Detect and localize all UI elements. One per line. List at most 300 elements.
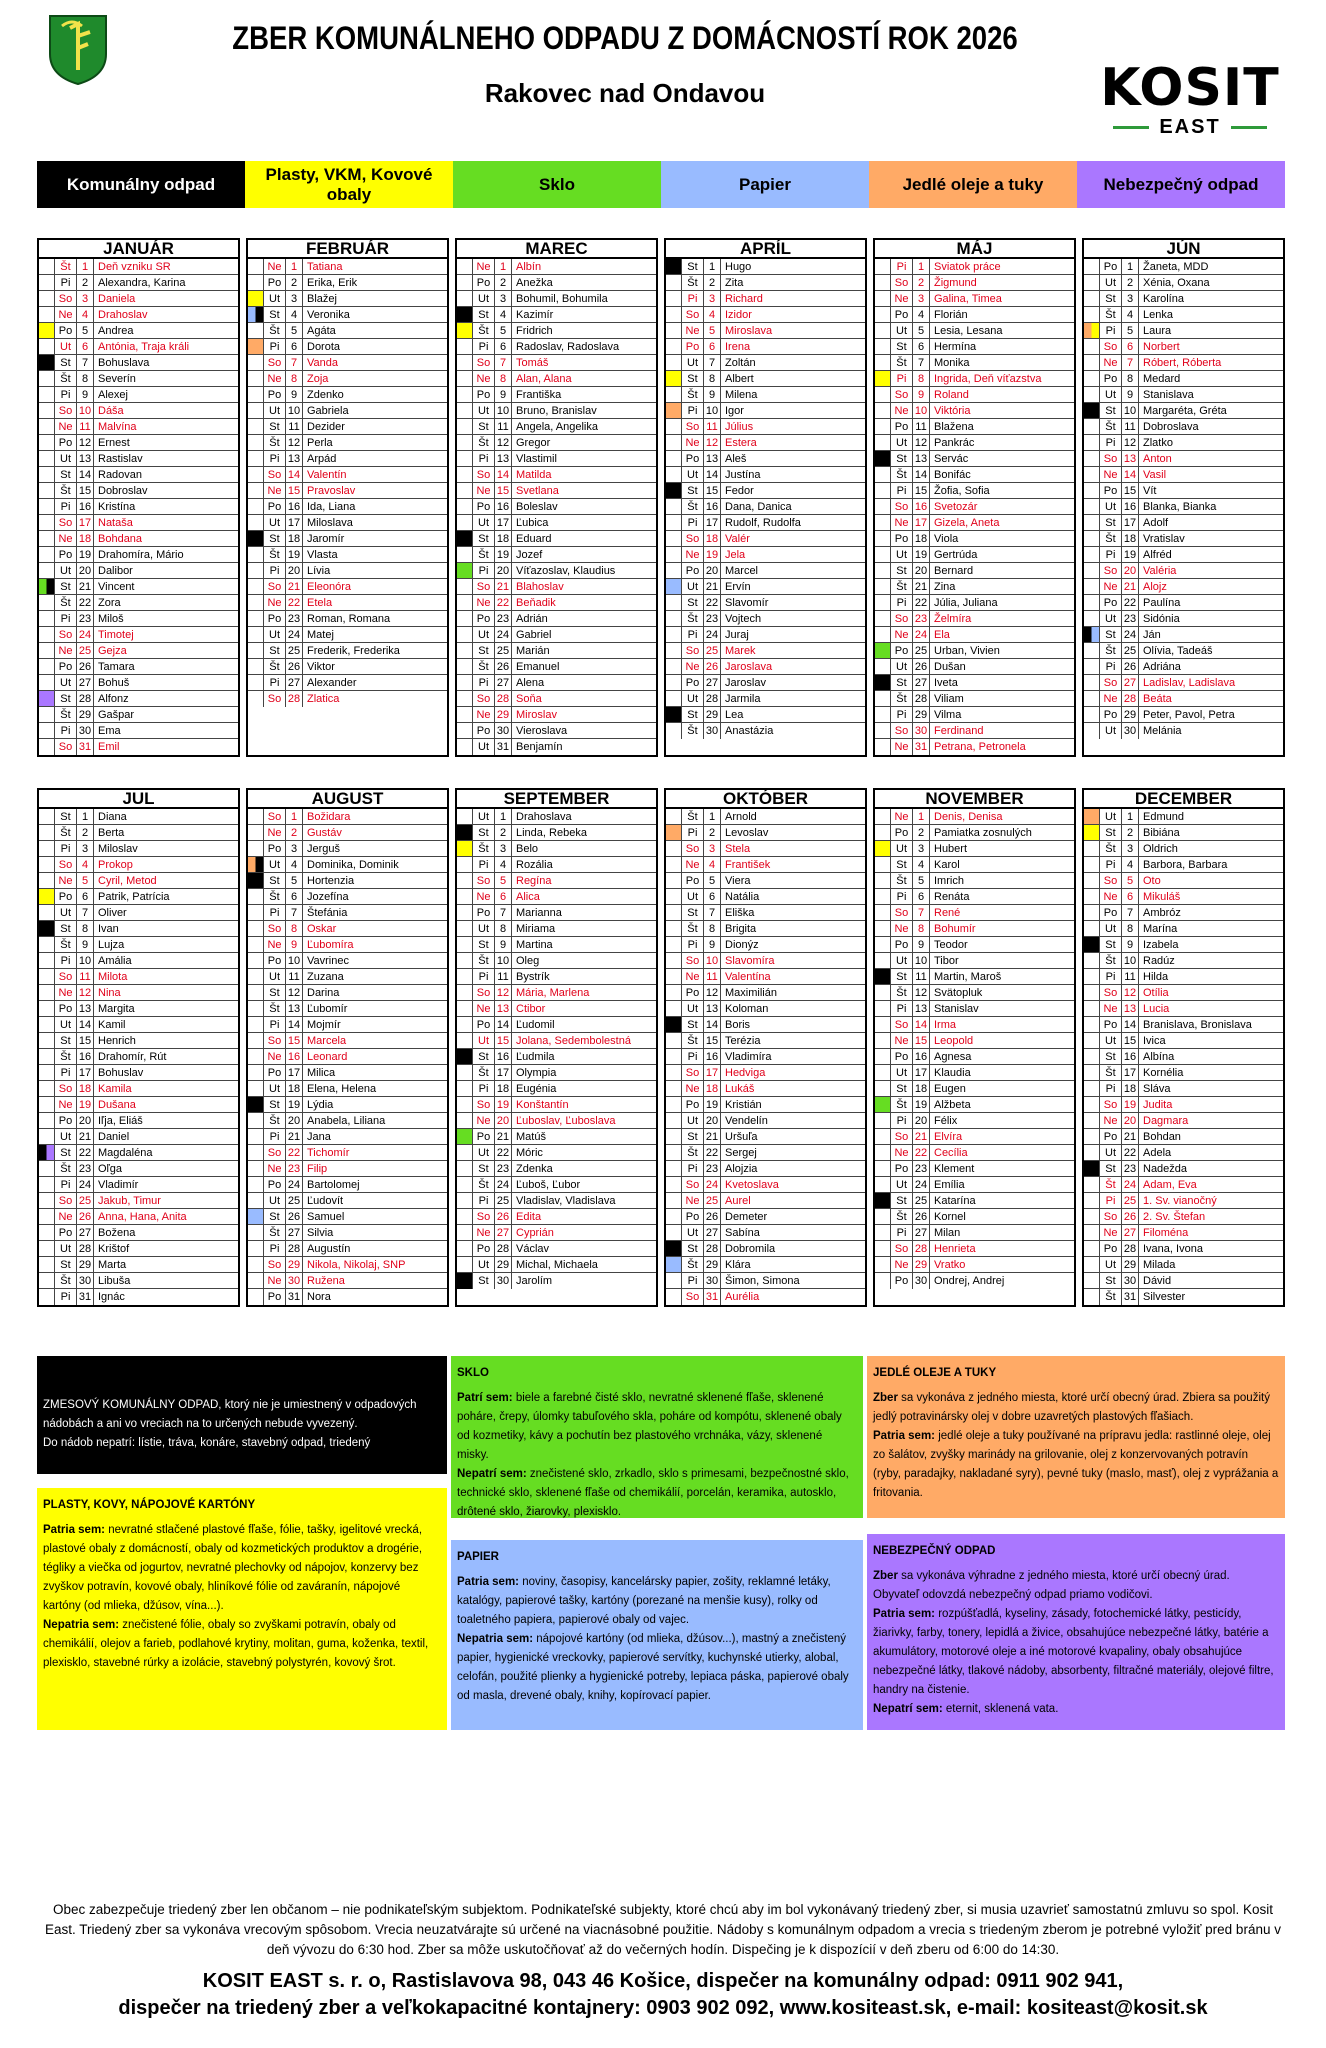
day-row [1084,1225,1283,1241]
nameday: Rozália [516,859,553,871]
day-number: 21 [286,579,303,594]
day-number: 22 [913,1145,930,1160]
weekday: So [891,387,913,402]
day-row [39,339,238,355]
weekday: Št [473,323,495,338]
day-row [457,1017,656,1033]
collection-marker [457,419,473,434]
nameday: Bohuslava [98,357,150,369]
day-row [666,707,865,723]
nameday: Otília [1143,987,1169,999]
day-row [457,563,656,579]
weekday: Ut [891,1177,913,1192]
day-row [248,1097,447,1113]
month-name: NOVEMBER [875,790,1074,809]
nameday: Jarmila [725,693,761,705]
month-table [873,238,1076,757]
nameday: Blažej [307,293,337,305]
nameday: Mária, Marlena [516,987,590,999]
collection-marker [457,937,473,952]
nameday: Lýdia [307,1099,334,1111]
day-row [457,937,656,953]
collection-marker [457,707,473,722]
nameday: Ladislav, Ladislava [1143,677,1236,689]
weekday: So [682,643,704,658]
day-row [875,985,1074,1001]
weekday: So [264,1033,286,1048]
nameday: Teodor [934,939,968,951]
collection-marker [248,1033,264,1048]
day-row [875,905,1074,921]
collection-marker [248,371,264,386]
day-number: 29 [913,1257,930,1272]
day-number: 17 [704,515,721,530]
day-row [39,825,238,841]
collection-marker [248,307,264,322]
day-number: 31 [913,739,930,755]
weekday: Ne [264,371,286,386]
weekday: Ne [264,825,286,840]
day-number: 21 [495,1129,512,1144]
weekday: So [55,1193,77,1208]
day-row [248,1001,447,1017]
weekday: So [891,1241,913,1256]
day-row [457,339,656,355]
weekday: Po [55,659,77,674]
day-row [666,371,865,387]
nameday: Andrea [98,325,134,337]
day-row [39,1065,238,1081]
collection-marker [875,889,891,904]
nameday: Hilda [1143,971,1169,983]
nebezpecny-heading: NEBEZPEČNÝ ODPAD [873,1545,996,1557]
day-row [1084,1145,1283,1161]
day-number: 12 [495,435,512,450]
day-row [248,1129,447,1145]
day-row [248,825,447,841]
nameday: Uršuľa [725,1131,758,1143]
day-row [39,969,238,985]
weekday: Št [1100,419,1122,434]
day-number: 1 [913,259,930,274]
weekday: So [264,355,286,370]
collection-marker [875,643,891,658]
month-table [873,788,1076,1307]
day-number: 16 [704,1049,721,1064]
weekday: Po [891,825,913,840]
day-number: 25 [704,1193,721,1208]
day-number: 5 [286,323,303,338]
nameday: Lucia [1143,1003,1170,1015]
weekday: St [891,451,913,466]
day-row [457,499,656,515]
nameday: Dezider [307,421,345,433]
day-row [666,1289,865,1305]
nameday: Františka [516,389,562,401]
day-row [1084,1033,1283,1049]
collection-marker [248,1273,264,1288]
weekday: Ut [264,291,286,306]
day-number: 19 [495,547,512,562]
collection-marker [248,403,264,418]
day-number: 11 [495,419,512,434]
info-nebezpecny: NEBEZPEČNÝ ODPAD Zber sa vykonáva výhradne z jedného miesta, ktoré určí obecný úrad. Obyvateľ odovzdá nebezpečný odpad priamo vodičovi. Patria sem: rozpúšťadlá, kyseliny, zásady, fotochemické látky, pesticídy, žiarivky, farby, tonery, lepidlá a živice, obsahujúce nebezpečné látky, batérie a akumulátory, motorové oleje a iné motorové kvapaliny, obaly obsahujúce nebezpečné látky, tlakové nádoby, absorbenty, filtračné materiály, olejové filtre, handry na čistenie. Nepatrí sem: eternit, sklenená vata. [867,1534,1285,1730]
nameday: Olympia [516,1067,557,1079]
day-number: 14 [1122,467,1139,482]
weekday: Po [891,1161,913,1176]
collection-marker [248,1145,264,1160]
weekday: Št [264,659,286,674]
weekday: St [55,579,77,594]
nameday: Karol [934,859,960,871]
weekday: Št [473,1065,495,1080]
nameday: Irma [934,1019,956,1031]
nameday: Perla [307,437,333,449]
nameday: Miloš [98,613,124,625]
nameday: Bernard [934,565,974,577]
nameday: Bohdana [98,533,143,545]
nameday: Florián [934,309,968,321]
day-row [248,1257,447,1273]
day-number: 14 [77,1017,94,1032]
day-row [1084,1161,1283,1177]
nameday: Karolína [1143,293,1184,305]
weekday: Št [55,1049,77,1064]
collection-marker [1084,809,1100,824]
weekday: Ne [682,435,704,450]
nameday: Krištof [98,1243,130,1255]
collection-marker [39,355,55,370]
nameday: Zdenko [307,389,344,401]
weekday: St [891,1081,913,1096]
day-row [248,467,447,483]
company-line-1: KOSIT EAST s. r. o, Rastislavova 98, 043 46 Košice, dispečer na komunálny odpad: 0911 902 941, [202,1970,1124,1992]
nameday: Etela [307,597,333,609]
day-number: 18 [495,1081,512,1096]
nameday: Viktória [934,405,971,417]
weekday: Po [1100,1017,1122,1032]
collection-marker [457,1097,473,1112]
weekday: St [891,675,913,690]
nameday: Filip [307,1163,328,1175]
collection-marker [39,873,55,888]
weekday: So [55,739,77,755]
day-number: 10 [495,953,512,968]
day-number: 10 [77,403,94,418]
collection-marker [666,857,682,872]
weekday: Ne [682,969,704,984]
papier-nepatria: nápojové kartóny (od mlieka, džúsov...), mastný a znečistený papier, hygienické vreckovky, papierové servítky, kuchynské utierky, alobal, celofán, použité plienky a hygienické potreby, lepiaca páska, papierové obaly od masla, drevené obaly, knihy, kopírovací papier. [457,1633,849,1702]
day-number: 8 [495,371,512,386]
weekday: Št [55,1161,77,1176]
day-number: 21 [495,579,512,594]
nameday: Alojz [1143,581,1167,593]
day-row [875,339,1074,355]
nameday: Eugénia [516,1083,557,1095]
nameday: Aurel [725,1195,751,1207]
day-row [1084,1017,1283,1033]
nameday: Kornel [934,1211,966,1223]
day-number: 15 [286,483,303,498]
day-number: 26 [495,1209,512,1224]
day-row [248,547,447,563]
weekday: Št [264,889,286,904]
day-number: 11 [1122,419,1139,434]
collection-marker [248,675,264,690]
nameday: Patrik, Patrícia [98,891,170,903]
nameday: Bartolomej [307,1179,360,1191]
nameday: Vavrinec [307,955,349,967]
weekday: Pi [682,403,704,418]
collection-marker [875,1145,891,1160]
collection-marker [457,953,473,968]
day-number: 10 [77,953,94,968]
nameday: Daniela [98,293,136,305]
day-row [248,1193,447,1209]
collection-marker [248,1289,264,1305]
info-sklo: SKLO Patrí sem: biele a farebné čisté sklo, nevratné sklenené fľaše, sklenené poháre, črepy, úlomky tabuľového skla, poháre od kompótu, sklenené obaly od kozmetiky, kávy a pochutín bez plastového vrchnáka, vázy, sklenené misky. Nepatrí sem: znečistené sklo, zrkadlo, sklo s primesami, bezpečnostné sklo, technické sklo, sklenené fľaše od chemikálií, porcelán, keramika, autosklo, drôtené sklo, žiarovky, plexisklo. [451,1356,863,1518]
collection-marker [666,1161,682,1176]
day-row [1084,841,1283,857]
collection-marker [457,1001,473,1016]
day-row [1084,403,1283,419]
day-number: 25 [77,1193,94,1208]
day-row [666,1257,865,1273]
weekday: Ut [55,1017,77,1032]
nameday: Olívia, Tadeáš [1143,645,1213,657]
weekday: Po [1100,483,1122,498]
collection-marker [1084,1289,1100,1305]
nameday: Milota [98,971,128,983]
weekday: Pi [55,1065,77,1080]
legend-item: Plasty, VKM, Kovové obaly [245,161,453,208]
day-row [666,1113,865,1129]
day-row [457,1273,656,1289]
collection-marker [1084,451,1100,466]
day-number: 26 [913,659,930,674]
weekday: Ut [682,889,704,904]
weekday: St [473,1161,495,1176]
nameday: Viola [934,533,959,545]
nameday: Adam, Eva [1143,1179,1197,1191]
day-number: 23 [286,1161,303,1176]
day-number: 4 [495,307,512,322]
day-number: 20 [77,1113,94,1128]
day-row [1084,547,1283,563]
day-row [875,739,1074,755]
weekday: Št [682,275,704,290]
day-number: 30 [77,723,94,738]
day-row [875,611,1074,627]
collection-marker [457,275,473,290]
nameday: Aurélia [725,1291,760,1303]
nameday: Erika, Erik [307,277,358,289]
weekday: Ne [473,483,495,498]
day-number: 14 [913,1017,930,1032]
day-number: 24 [704,627,721,642]
weekday: St [473,1049,495,1064]
collection-marker [248,1257,264,1272]
collection-marker [666,1209,682,1224]
day-row [875,969,1074,985]
day-number: 10 [286,953,303,968]
nameday: Móric [516,1147,543,1159]
legend-item: Komunálny odpad [37,161,245,208]
nameday: Lukáš [725,1083,755,1095]
weekday: Ut [55,1241,77,1256]
nameday: Nataša [98,517,133,529]
day-number: 10 [913,403,930,418]
collection-marker [457,985,473,1000]
nameday: Medard [1143,373,1181,385]
day-row [457,1097,656,1113]
weekday: Št [264,1001,286,1016]
day-row [39,905,238,921]
collection-marker [248,1017,264,1032]
day-number: 23 [286,611,303,626]
weekday: Št [1100,953,1122,968]
day-number: 28 [1122,691,1139,706]
day-number: 26 [286,659,303,674]
collection-marker [457,873,473,888]
weekday: Ut [682,691,704,706]
day-number: 14 [704,1017,721,1032]
day-number: 4 [77,857,94,872]
day-row [666,1065,865,1081]
day-number: 2 [1122,825,1139,840]
day-row [248,969,447,985]
weekday: St [682,1129,704,1144]
weekday: So [1100,1209,1122,1224]
nameday: Ľudovít [307,1195,344,1207]
collection-marker [1084,435,1100,450]
nameday: Štefánia [307,907,348,919]
weekday: Št [1100,307,1122,322]
collection-marker [666,467,682,482]
day-row [875,873,1074,889]
day-row [1084,323,1283,339]
day-row [1084,825,1283,841]
nameday: Gejza [98,645,127,657]
weekday: Ne [682,323,704,338]
day-row [875,579,1074,595]
day-number: 7 [913,905,930,920]
nameday: Zoltán [725,357,756,369]
collection-marker [248,627,264,642]
collection-marker [457,675,473,690]
nameday: Bystrík [516,971,550,983]
day-number: 11 [913,969,930,984]
weekday: Po [891,937,913,952]
weekday: Št [55,937,77,952]
day-row [457,1209,656,1225]
month-name: OKTÓBER [666,790,865,809]
nameday: Tichomír [307,1147,350,1159]
collection-marker [248,691,264,707]
collection-marker [39,627,55,642]
weekday: So [1100,339,1122,354]
day-row [666,1225,865,1241]
weekday: Po [891,531,913,546]
day-number: 10 [1122,953,1139,968]
day-number: 19 [913,547,930,562]
day-number: 10 [913,953,930,968]
nameday: Izidor [725,309,752,321]
day-row [666,1097,865,1113]
nameday: Jozefína [307,891,349,903]
collection-marker [666,1033,682,1048]
day-row [39,419,238,435]
weekday: Ut [264,1193,286,1208]
day-number: 27 [495,675,512,690]
day-row [1084,339,1283,355]
collection-marker [457,515,473,530]
day-row [39,1033,238,1049]
weekday: So [55,291,77,306]
collection-marker [39,1241,55,1256]
weekday: So [891,499,913,514]
nameday: Dobromila [725,1243,776,1255]
nameday: Ferdinand [934,725,984,737]
day-row [248,435,447,451]
day-row [39,531,238,547]
day-number: 7 [913,355,930,370]
day-row [666,643,865,659]
weekday: Ne [891,739,913,755]
nameday: Dobroslav [98,485,148,497]
nameday: Emília [934,1179,965,1191]
day-number: 25 [1122,643,1139,658]
nameday: Soňa [516,693,542,705]
day-number: 5 [913,323,930,338]
month-name: AUGUST [248,790,447,809]
day-number: 29 [77,707,94,722]
weekday: Pi [891,483,913,498]
weekday: Po [473,723,495,738]
collection-marker [39,937,55,952]
plasty-heading: PLASTY, KOVY, NÁPOJOVÉ KARTÓNY [43,1499,256,1511]
day-number: 22 [495,1145,512,1160]
day-number: 19 [913,1097,930,1112]
day-row [248,1209,447,1225]
day-row [248,921,447,937]
day-number: 17 [495,1065,512,1080]
weekday: Pi [264,1017,286,1032]
waste-type-legend [37,161,1285,208]
nameday: Vladimíra [725,1051,772,1063]
day-row [666,723,865,739]
collection-marker [666,1289,682,1305]
weekday: So [264,809,286,824]
day-row [1084,1049,1283,1065]
weekday: Ut [891,1065,913,1080]
nameday: Alexandra, Karina [98,277,186,289]
day-row [39,563,238,579]
collection-marker [1084,1145,1100,1160]
weekday: Po [682,451,704,466]
collection-marker [875,451,891,466]
day-row [875,563,1074,579]
weekday: Pi [473,857,495,872]
collection-marker [457,563,473,578]
weekday: So [1100,873,1122,888]
day-row [666,467,865,483]
collection-marker [39,371,55,386]
day-row [1084,691,1283,707]
day-number: 10 [704,953,721,968]
nameday: Zita [725,277,744,289]
collection-marker [875,611,891,626]
